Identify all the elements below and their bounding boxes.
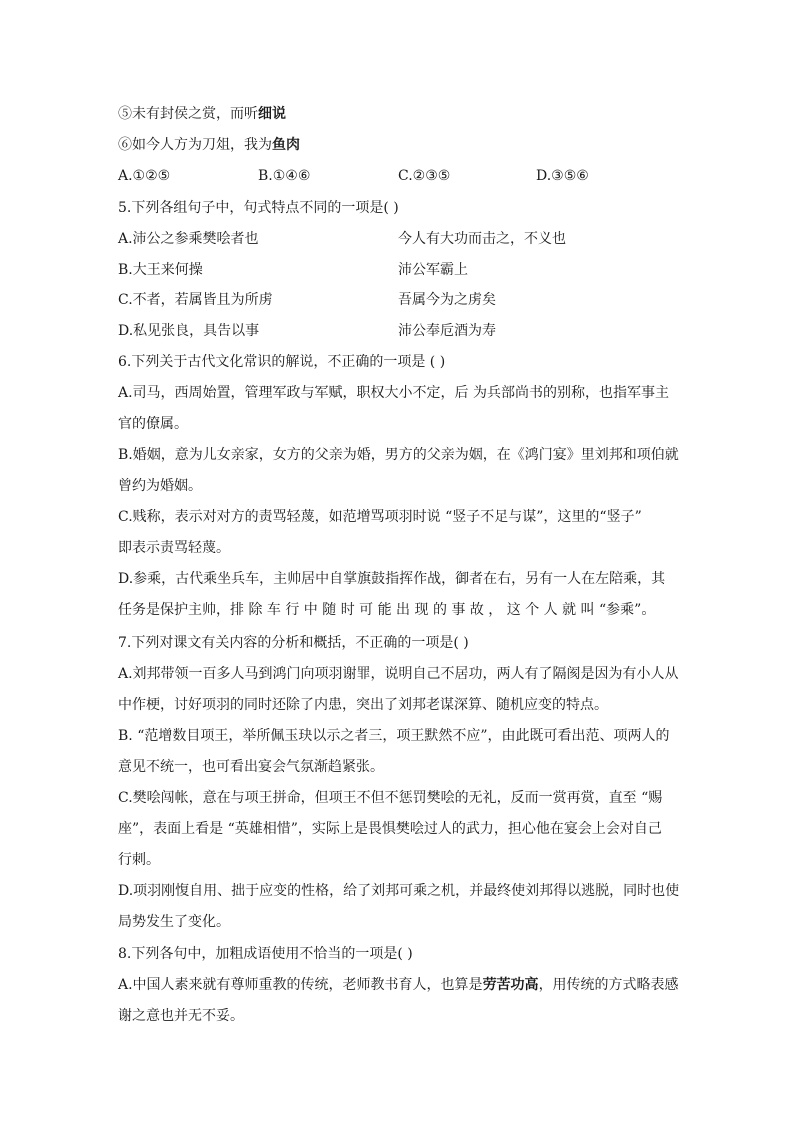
q5-option-b-left: B.大王来何操 <box>118 262 203 278</box>
q7-stem: 7.下列对课文有关内容的分析和概括，不正确的一项是( ) <box>118 635 469 651</box>
q4-option-a: A.①②⑤ <box>118 168 171 184</box>
q6-option-b-line1: B.婚姻，意为儿女亲家，女方的父亲为婚，男方的父亲为姻，在《鸿门宴》里刘邦和项伯就 <box>118 447 679 463</box>
q5-option-a-right: 今人有大功而击之，不义也 <box>398 231 566 247</box>
q8-option-a-text-suffix: ，用传统的方式略表感 <box>538 977 679 993</box>
q5-option-c-left: C.不者，若属皆且为所虏 <box>118 292 273 308</box>
q7-option-d-line2: 局势发生了变化。 <box>118 914 230 930</box>
q7-option-a-line2: 中作梗，讨好项羽的同时还除了内患，突出了刘邦老谋深算、随机应变的特点。 <box>118 697 608 713</box>
q8-option-a-line2: 谢之意也并无不妥。 <box>118 1008 244 1024</box>
q4-item-5 <box>118 104 688 124</box>
q7-option-b-line1: B. “范增数目项王，举所佩玉玦以示之者三，项王默然不应”，由此既可看出范、项两人的 <box>118 728 670 744</box>
q6-option-d-line1: D.参乘，古代乘坐兵车，主帅居中自掌旗鼓指挥作战，御者在右，另有一人在左陪乘，其 <box>118 571 666 587</box>
q8-option-a-text: A.中国人素来就有尊师重教的传统，老师教书育人，也算是 <box>118 977 483 993</box>
q7-option-d-line1: D.项羽刚愎自用、拙于应变的性格，给了刘邦可乘之机，并最终使刘邦得以逃脱，同时也使 <box>118 883 680 899</box>
q7-option-c-line1: C.樊哙闯帐，意在与项王拼命，但项王不但不惩罚樊哙的无礼，反而一赏再赏，直至 “赐 <box>118 790 663 806</box>
q4-option-b: B.①④⑥ <box>258 168 311 184</box>
q4-item-6-bold: 鱼肉 <box>272 137 300 153</box>
q4-option-c: C.②③⑤ <box>398 168 451 184</box>
q4-item-6 <box>118 135 688 155</box>
q7-option-a-line1: A.刘邦带领一百多人马到鸿门向项羽谢罪，说明自己不居功，两人有了隔阂是因为有小人从 <box>118 666 679 682</box>
q4-item-5-text: ⑤未有封侯之赏，而听 <box>118 106 258 122</box>
q4-item-6-text: ⑥如今人方为刀俎，我为 <box>118 137 272 153</box>
q5-option-d-left: D.私见张良，具告以事 <box>118 323 260 339</box>
q7-option-b-line2: 意见不统一，也可看出宴会气氛渐趋紧张。 <box>118 759 384 775</box>
q5-option-d-right: 沛公奉卮酒为寿 <box>398 323 496 339</box>
q8-option-a-line1 <box>118 975 688 995</box>
q5-stem: 5.下列各组句子中，句式特点不同的一项是( ) <box>118 200 399 216</box>
q4-item-5-bold: 细说 <box>258 106 286 122</box>
q6-stem: 6.下列关于古代文化常识的解说，不正确的一项是 ( ) <box>118 354 446 370</box>
q5-option-c-right: 吾属今为之虏矣 <box>398 292 496 308</box>
q6-option-a-line2: 官的僚属。 <box>118 416 188 432</box>
q8-option-a-bold-idiom: 劳苦功高 <box>482 977 539 993</box>
q5-option-b-right: 沛公军霸上 <box>398 262 468 278</box>
q7-option-c-line2: 座”，表面上看是 “英雄相惜”，实际上是畏惧樊哙过人的武力，担心他在宴会上会对自己 <box>118 821 662 837</box>
q7-option-c-line3: 行刺。 <box>118 852 160 868</box>
q6-option-c-line2: 即表示责骂轻蔑。 <box>118 540 230 556</box>
q6-option-a-line1: A.司马，西周始置，管理军政与军赋，职权大小不定，后 为兵部尚书的别称，也指军事主 <box>118 385 670 401</box>
q6-option-d-line2: 任务是保护主帅，排 除 车 行 中 随 时 可 能 出 现 的 事 故 ， 这 个 人 就 叫 “参乘”。 <box>118 602 656 618</box>
q8-stem: 8.下列各句中，加粗成语使用不恰当的一项是( ) <box>118 946 413 962</box>
q6-option-b-line2: 曾约为婚姻。 <box>118 478 202 494</box>
q4-option-d: D.③⑤⑥ <box>536 168 589 184</box>
q6-option-c-line1: C.贱称，表示对对方的责骂轻蔑，如范增骂项羽时说 “竖子不足与谋”，这里的“竖子” <box>118 509 642 525</box>
q5-option-a-left: A.沛公之参乘樊哙者也 <box>118 231 259 247</box>
